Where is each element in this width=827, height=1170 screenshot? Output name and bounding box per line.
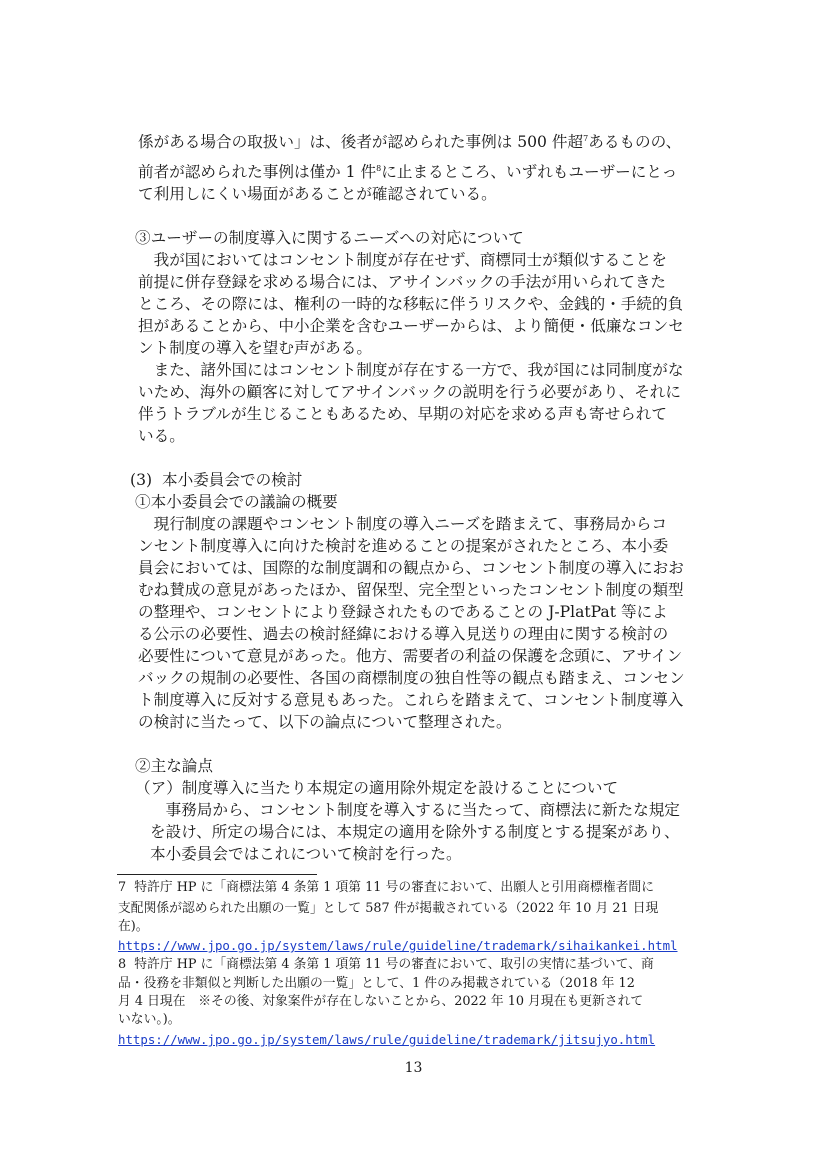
body-line: ②主な論点 bbox=[135, 757, 213, 775]
footnote-link[interactable]: https://www.jpo.go.jp/system/laws/rule/guideline/trademark/sihaikankei.html bbox=[118, 938, 678, 953]
body-line: る公示の必要性、過去の検討経緯における導入見送りの理由に関する検討の bbox=[138, 625, 669, 643]
body-line: 係がある場合の取扱い」は、後者が認められた事例は 500 件超$^7$あるものの、 bbox=[138, 133, 682, 151]
body-line: の検討に当たって、以下の論点について整理された。 bbox=[138, 713, 512, 731]
body-line: また、諸外国にはコンセント制度が存在する一方で、我が国には同制度がな bbox=[138, 361, 684, 379]
body-line: いる。 bbox=[138, 427, 185, 445]
body-line: 本小委員会ではこれについて検討を行った。 bbox=[150, 845, 462, 863]
body-line: 員会においては、国際的な制度調和の観点から、コンセント制度の導入におお bbox=[138, 559, 684, 577]
body-line: を設け、所定の場合には、本規定の適用を除外する制度とする提案があり、 bbox=[150, 823, 680, 841]
footnote-ref[interactable]: 8 bbox=[376, 164, 382, 173]
body-line: ト制度導入に反対する意見もあった。これらを踏まえて、コンセント制度導入 bbox=[138, 691, 684, 709]
body-line: 事務局から、コンセント制度を導入するに当たって、商標法に新たな規定 bbox=[150, 801, 680, 819]
footnote-line: いない。)。 bbox=[118, 1012, 181, 1027]
body-line: て利用しにくい場面があることが確認されている。 bbox=[138, 185, 497, 203]
body-line: ③ユーザーの制度導入に関するニーズへの対応について bbox=[135, 229, 524, 247]
body-line: ント制度の導入を望む声がある。 bbox=[138, 339, 372, 357]
body-line: 前者が認められた事例は僅か 1 件$^8$に止まるところ、いずれもユーザーにとっ bbox=[138, 163, 678, 181]
footnote-link[interactable]: https://www.jpo.go.jp/system/laws/rule/guideline/trademark/jitsujyo.html bbox=[118, 1032, 656, 1047]
body-line: 担があることから、中小企業を含むユーザーからは、より簡便・低廉なコンセ bbox=[138, 317, 684, 335]
footnote-line: 8 特許庁 HP に「商標法第 4 条第 1 項第 11 号の審査において、取引の実情に基づいて、商 bbox=[118, 957, 654, 972]
body-line: 伴うトラブルが生じることもあるため、早期の対応を求める声も寄せられて bbox=[138, 405, 667, 423]
body-line: 現行制度の課題やコンセント制度の導入ニーズを踏まえて、事務局からコ bbox=[138, 515, 668, 533]
body-line: ①本小委員会での議論の概要 bbox=[135, 493, 338, 511]
footnote-ref[interactable]: 7 bbox=[583, 134, 589, 143]
footnote-line: 月 4 日現在 ※その後、対象案件が存在しないことから、2022 年 10 月現在も更新されて bbox=[118, 994, 644, 1009]
body-line: 前提に併存登録を求める場合には、アサインバックの手法が用いられてきた bbox=[138, 273, 667, 291]
footnote-line: 品・役務を非類似と判断した出願の一覧」として、1 件のみ掲載されている（2018 年 12 bbox=[118, 976, 635, 991]
page-number: 13 bbox=[404, 1060, 423, 1076]
body-line: 必要性について意見があった。他方、需要者の利益の保護を念頭に、アサイン bbox=[138, 647, 683, 665]
footnote-line: 支配関係が認められた出願の一覧」として 587 件が掲載されている（2022 年 10 月 21 日現 bbox=[118, 901, 659, 916]
body-line: ンセント制度導入に向けた検討を進めることの提案がされたところ、本小委 bbox=[138, 537, 669, 555]
body-line: 我が国においてはコンセント制度が存在せず、商標同士が類似することを bbox=[138, 251, 667, 269]
body-line: バックの規制の必要性、各国の商標制度の独自性等の観点も踏まえ、コンセン bbox=[138, 669, 685, 687]
footnote-separator bbox=[117, 874, 317, 875]
footnote-line: 在)。 bbox=[118, 919, 149, 934]
body-line: （ア）制度導入に当たり本規定の適用除外規定を設けることについて bbox=[135, 779, 619, 797]
body-line: いため、海外の顧客に対してアサインバックの説明を行う必要があり、それに bbox=[138, 383, 681, 401]
footnote-line: 7 特許庁 HP に「商標法第 4 条第 1 項第 11 号の審査において、出願人と引用商標権者間に bbox=[118, 880, 654, 895]
body-line: むね賛成の意見があったほか、留保型、完全型といったコンセント制度の類型 bbox=[138, 581, 684, 599]
body-line: の整理や、コンセントにより登録されたものであることの J-PlatPat 等によ bbox=[138, 603, 668, 621]
body-line: ところ、その際には、権利の一時的な移転に伴うリスクや、金銭的・手続的負 bbox=[138, 295, 684, 313]
body-line: (3) 本小委員会での検討 bbox=[130, 471, 303, 489]
